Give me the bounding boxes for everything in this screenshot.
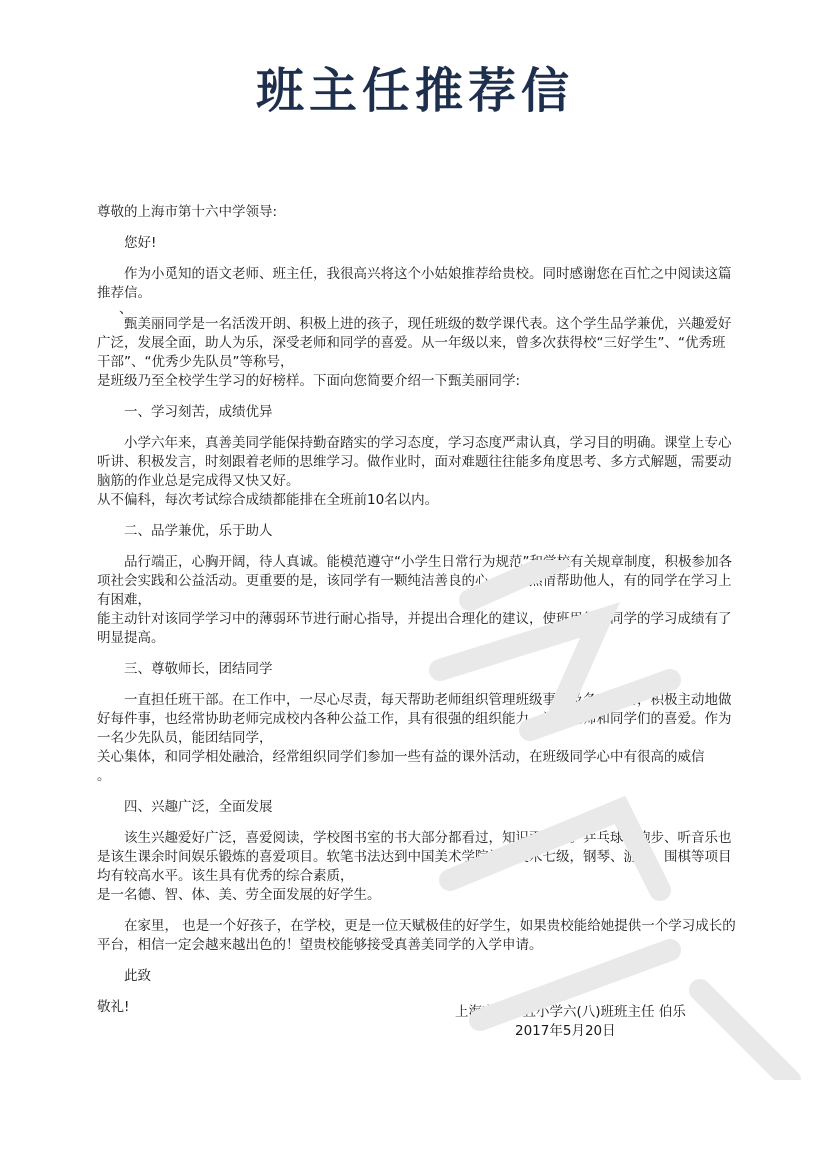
section-paragraph-continuation: 。 — [97, 768, 111, 784]
closing-paragraph: 在家里， 也是一个好孩子，在学校，更是一位天赋极佳的好学生，如果贵校能给她提供一个学习成长的平台，相信一定会越来越出色的！望贵校能够接受真善美同学的入学申请。 — [97, 918, 736, 953]
section-heading: 一、学习刻苦，成绩优异 — [124, 404, 273, 420]
section-paragraph: 小学六年来，真善美同学能保持勤奋踏实的学习态度，学习态度严肃认真，学习目的明确。课堂上专心听讲、积极发言，时刻跟着老师的思维学习。做作业时，面对难题往往能多角度思考、多方式解题，需要动脑筋的作业总是完成得又快又好。 — [97, 435, 732, 489]
section-paragraph: 一直担任班干部。在工作中，一尽心尽责，每天帮助老师组织管理班级事务及各项活动，积极主动地做好每件事，也经常协助老师完成校内各种公益工作，具有很强的组织能力，深得老师和同学们的喜爱。作为一名少先队员，能团结同学， — [97, 692, 732, 746]
salutation: 尊敬的上海市第十六中学领导: — [97, 204, 278, 220]
section-paragraph: 品行端正，心胸开阔，待人真诚。能模范遵守“小学生日常行为规范”和学校有关规章制度，积极参加各项社会实践和公益活动。更重要的是，该同学有一颗纯洁善良的心，经常热情帮助他人，有的同学在学习上有困难， — [97, 554, 732, 608]
signature: 上海市第十五小学六(八)班班主任 伯乐 — [455, 1004, 686, 1020]
section-heading: 四、兴趣广泛，全面发展 — [124, 799, 273, 815]
page-title: 班主任推荐信 — [255, 63, 574, 119]
intro-paragraph: 作为小觅知的语文老师、班主任，我很高兴将这个小姑娘推荐给贵校。同时感谢您在百忙之中阅读这篇推荐信。 — [97, 266, 732, 301]
section-paragraph-continuation: 是一名德、智、体、美、劳全面发展的好学生。 — [97, 887, 381, 903]
closing-cizhi: 此致 — [124, 968, 151, 984]
section-heading: 三、尊敬师长，团结同学 — [124, 661, 273, 677]
section-paragraph-continuation: 从不偏科，每次考试综合成绩都能排在全班前10名以内。 — [97, 492, 439, 508]
section-paragraph-continuation: 关心集体，和同学相处融洽，经常组织同学们参加一些有益的课外活动，在班级同学心中有很高的威信 — [97, 749, 705, 765]
letter-date: 2017年5月20日 — [515, 1023, 616, 1039]
letter-body — [97, 203, 737, 1017]
signature-block — [455, 1003, 715, 1041]
section-paragraph: 该生兴趣爱好广泛，喜爱阅读，学校图书室的书大部分都看过，知识面较宽。乒乓球、跑步、听音乐也是该生课余时间娱乐锻炼的喜爱项目。软笔书法达到中国美术学院社会美术七级，钢琴、游泳、围棋等项目均有较高水平。该生具有优秀的综合素质， — [97, 830, 732, 884]
section-heading: 二、品学兼优，乐于助人 — [124, 523, 273, 539]
overview-continuation: 是班级乃至全校学生学习的好榜样。下面向您简要介绍一下甄美丽同学: — [97, 373, 521, 389]
greeting: 您好! — [124, 235, 157, 251]
overview-paragraph: 甄美丽同学是一名活泼开朗、积极上进的孩子，现任班级的数学课代表。这个学生品学兼优，兴趣爱好广泛，发展全面，助人为乐，深受老师和同学的喜爱。从一年级以来，曾多次获得校“三好学生”、“优秀班干部”、“优秀少先队员”等称号， — [97, 316, 732, 370]
closing-jingli: 敬礼! — [97, 999, 130, 1015]
stray-mark: 、 — [119, 301, 133, 317]
section-paragraph-continuation: 能主动针对该同学学习中的薄弱环节进行耐心指导，并提出合理化的建议，使班里很多同学的学习成绩有了明显提高。 — [97, 611, 732, 646]
